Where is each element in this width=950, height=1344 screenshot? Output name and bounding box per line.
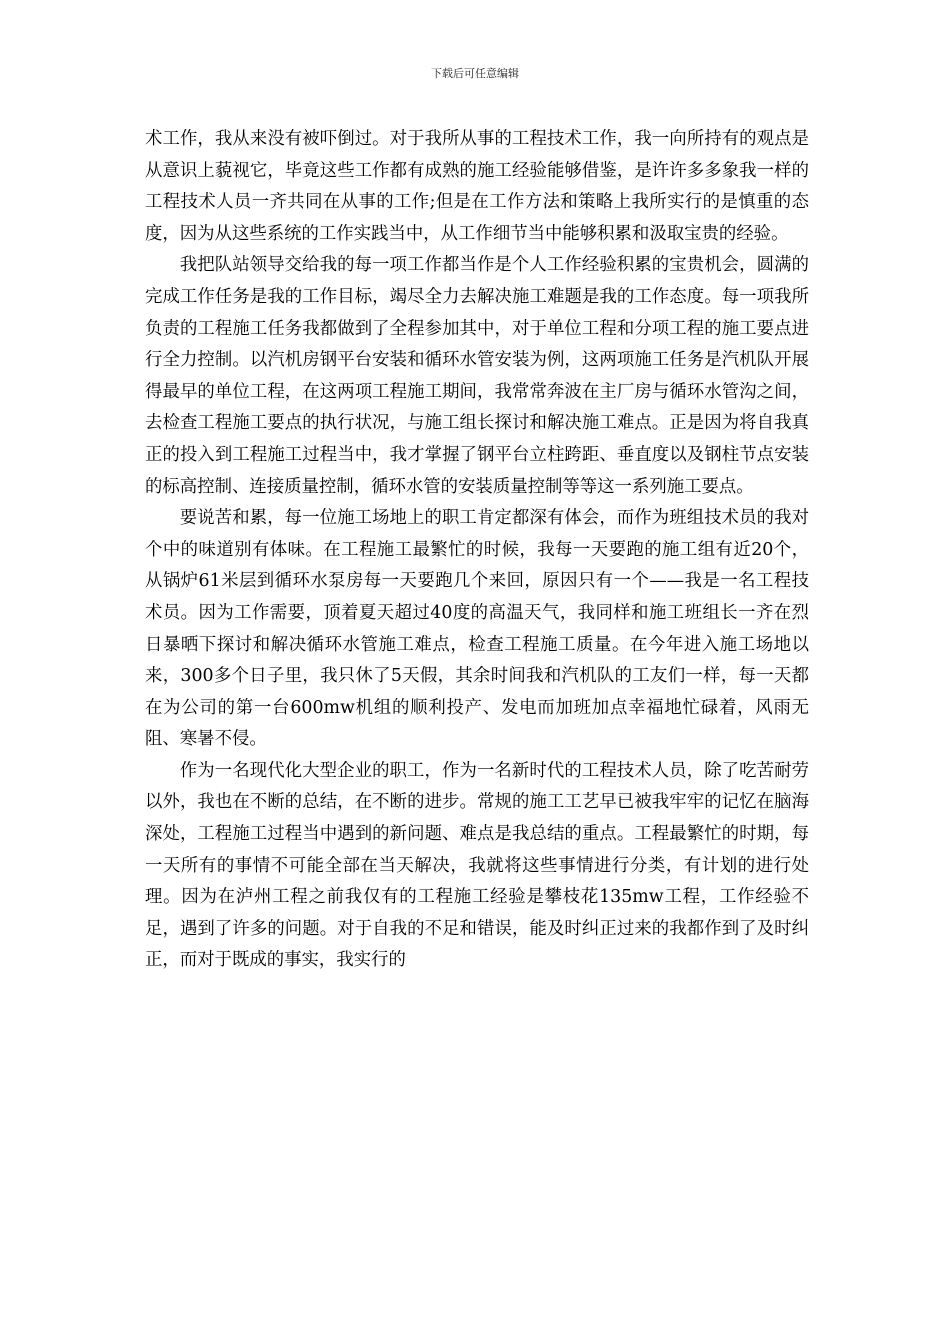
document-body [145, 124, 809, 977]
paragraph-4: 作为一名现代化大型企业的职工，作为一名新时代的工程技术人员，除了吃苦耐劳以外，我也在不断的总结，在不断的进步。常规的施工工艺早已被我牢牢的记忆在脑海深处，工程施工过程当中遇到的新问题、难点是我总结的重点。工程最繁忙的时期，每一天所有的事情不可能全部在当天解决，我就将这些事情进行分类，有计划的进行处理。因为在泸州工程之前我仅有的工程施工经验是攀枝花135mw工程，工作经验不足，遇到了许多的问题。对于自我的不足和错误，能及时纠正过来的我都作到了及时纠正，而对于既成的事实，我实行的 [145, 760, 809, 971]
paragraph-1: 术工作，我从来没有被吓倒过。对于我所从事的工程技术工作，我一向所持有的观点是从意识上藐视它，毕竟这些工作都有成熟的施工经验能够借鉴，是许许多多象我一样的工程技术人员一齐共同在从事的工作;但是在工作方法和策略上我所实行的是慎重的态度，因为从这些系统的工作实践当中，从工作细节当中能够积累和汲取宝贵的经验。 [145, 129, 809, 244]
paragraph-3: 要说苦和累，每一位施工场地上的职工肯定都深有体会，而作为班组技术员的我对个中的味道别有体味。在工程施工最繁忙的时候，我每一天要跑的施工组有近20个，从锅炉61米层到循环水泵房每一天要跑几个来回，原因只有一个——我是一名工程技术员。因为工作需要，顶着夏天超过40度的高温天气，我同样和施工班组长一齐在烈日暴晒下探讨和解决循环水管施工难点，检查工程施工质量。在今年进入施工场地以来，300多个日子里，我只休了5天假，其余时间我和汽机队的工友们一样，每一天都在为公司的第一台600mw机组的顺利投产、发电而加班加点幸福地忙碌着，风雨无阻、寒暑不侵。 [145, 508, 809, 750]
page-header: 下载后可任意编辑 [431, 67, 519, 80]
paragraph-2: 我把队站领导交给我的每一项工作都当作是个人工作经验积累的宝贵机会，圆满的完成工作任务是我的工作目标，竭尽全力去解决施工难题是我的工作态度。每一项我所负责的工程施工任务我都做到了全程参加其中，对于单位工程和分项工程的施工要点进行全力控制。以汽机房钢平台安装和循环水管安装为例，这两项施工任务是汽机队开展得最早的单位工程，在这两项工程施工期间，我常常奔波在主厂房与循环水管沟之间，去检查工程施工要点的执行状况，与施工组长探讨和解决施工难点。正是因为将自我真正的投入到工程施工过程当中，我才掌握了钢平台立柱跨距、垂直度以及钢柱节点安装的标高控制、连接质量控制，循环水管的安装质量控制等等这一系列施工要点。 [145, 255, 809, 497]
